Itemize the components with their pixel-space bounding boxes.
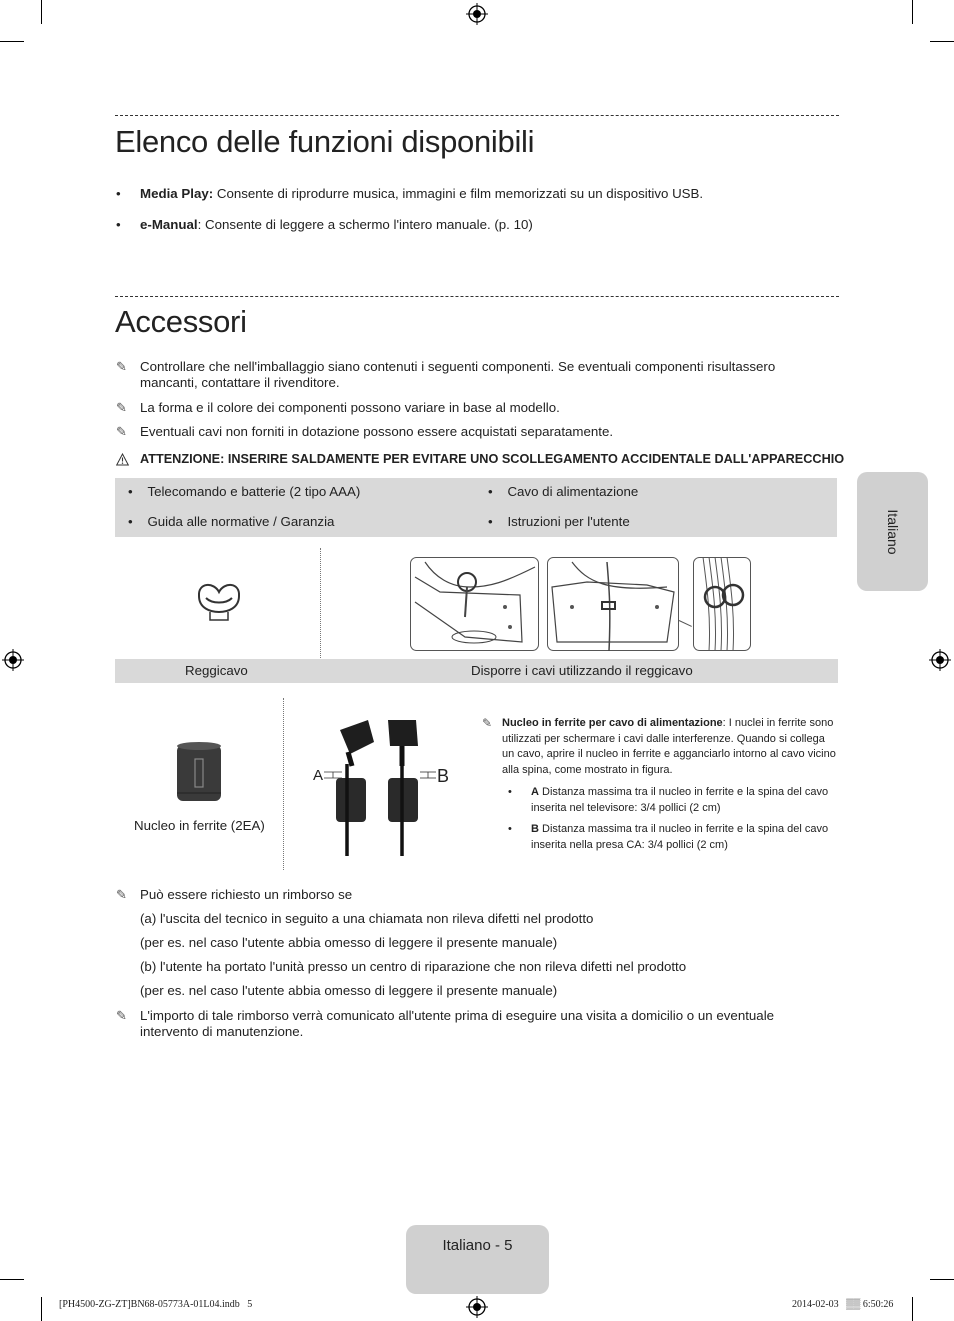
registration-mark-icon xyxy=(466,3,488,25)
pencil-note-icon: ✎ xyxy=(116,424,127,439)
pencil-note-icon: ✎ xyxy=(482,716,493,730)
pencil-note-icon: ✎ xyxy=(116,887,127,902)
footer-timestamp: 2014-02-03 ▒▒ 6:50:26 xyxy=(792,1299,894,1310)
bullet-dot: • xyxy=(128,484,133,499)
pencil-note-icon: ✎ xyxy=(116,1008,127,1023)
label-a: A xyxy=(313,767,324,784)
accessory-item xyxy=(128,484,360,499)
side-tab-label: Italiano xyxy=(884,508,901,555)
accessory-item xyxy=(488,514,630,529)
ferrite-core-image xyxy=(175,741,223,805)
refund-title: Può essere richiesto un rimborso se xyxy=(140,887,353,902)
crop-mark xyxy=(0,1279,24,1280)
accessory-item xyxy=(128,514,334,529)
ferrite-note-text: : I nuclei in ferrite sono utilizzati per schermare i cavi dalle interferenze. Quando si collega un cavo, aprire il nucleo in ferrite e agganciarlo intorno al cavo vicino alla spina, come mostrato in figura. xyxy=(502,717,836,776)
bullet-dot: • xyxy=(508,786,512,798)
crop-mark xyxy=(41,1297,42,1321)
ferrite-a-text: Distanza massima tra il nucleo in ferrite e la spina del cavo inserita nel televisore: 3/4 pollici (2 cm) xyxy=(531,786,829,814)
column-divider xyxy=(283,698,284,870)
ferrite-note-title: Nucleo in ferrite per cavo di alimentazione xyxy=(502,717,723,729)
cable-holder-image xyxy=(194,580,244,626)
note-text: Eventuali cavi non forniti in dotazione possono essere acquistati separatamente. xyxy=(140,424,614,439)
holder-caption: Reggicavo xyxy=(185,663,248,678)
page-number-box xyxy=(406,1225,549,1294)
ferrite-sub-a xyxy=(508,785,838,816)
feature-label: Media Play: xyxy=(140,186,214,201)
feature-text: : Consente di leggere a schermo l'intero manuale. (p. 10) xyxy=(197,217,533,232)
accessory-label: Guida alle normative / Garanzia xyxy=(147,514,335,529)
warning-text: ATTENZIONE: INSERIRE SALDAMENTE PER EVITARE UNO SCOLLEGAMENTO ACCIDENTALE DALL'APPARECCHIO xyxy=(140,452,845,466)
accessory-label: Istruzioni per l'utente xyxy=(507,514,630,529)
feature-label: e-Manual xyxy=(140,217,198,232)
note-text: La forma e il colore dei componenti possono variare in base al modello. xyxy=(140,400,560,415)
crop-mark xyxy=(930,41,954,42)
ferrite-b-label: B xyxy=(531,823,539,835)
column-divider xyxy=(320,548,321,658)
ferrite-caption: Nucleo in ferrite (2EA) xyxy=(134,818,265,833)
footer-file: [PH4500-ZG-ZT]BN68-05773A-01L04.indb 5 xyxy=(59,1299,253,1310)
note-text: Controllare che nell'imballaggio siano contenuti i seguenti componenti. Se eventuali componenti risultassero mancanti, contattare il rivenditore. xyxy=(140,359,776,390)
crop-mark xyxy=(930,1279,954,1280)
crop-mark xyxy=(912,1297,913,1321)
bullet-dot: • xyxy=(116,186,121,201)
bullet-dot: • xyxy=(128,514,133,529)
bullet-dot: • xyxy=(116,217,121,232)
ferrite-a-label: A xyxy=(531,786,539,798)
pencil-note-icon: ✎ xyxy=(116,359,127,374)
accessory-label: Cavo di alimentazione xyxy=(507,484,639,499)
refund-line: (b) l'utente ha portato l'unità presso un centro di riparazione che non rileva difetti nel prodotto xyxy=(140,959,687,974)
bullet-dot: • xyxy=(488,484,493,499)
accessory-label: Telecomando e batterie (2 tipo AAA) xyxy=(147,484,361,499)
warning-triangle-icon xyxy=(116,453,129,466)
refund-line: (per es. nel caso l'utente abbia omesso di leggere il presente manuale) xyxy=(140,983,558,998)
ferrite-b-text: Distanza massima tra il nucleo in ferrite e la spina del cavo inserita nella presa CA: 3/4 pollici (2 cm) xyxy=(531,823,829,851)
accessories-title: Accessori xyxy=(115,304,247,339)
page-number: Italiano - 5 xyxy=(442,1237,513,1254)
features-title: Elenco delle funzioni disponibili xyxy=(115,124,535,159)
bullet-dot: • xyxy=(508,823,512,835)
crop-mark xyxy=(41,0,42,24)
ferrite-note xyxy=(482,716,838,778)
label-b: B xyxy=(437,766,450,786)
arrange-caption: Disporre i cavi utilizzando il reggicavo xyxy=(471,663,693,678)
arrange-cables-image-3 xyxy=(693,557,751,651)
bullet-dot: • xyxy=(488,514,493,529)
arrange-cables-image-2 xyxy=(547,557,679,651)
crop-mark xyxy=(912,0,913,24)
ferrite-sub-b xyxy=(508,822,838,853)
refund-line: (a) l'uscita del tecnico in seguito a una chiamata non rileva difetti nel prodotto xyxy=(140,911,594,926)
section-divider xyxy=(115,115,839,116)
feature-text: Consente di riprodurre musica, immagini e film memorizzati su un dispositivo USB. xyxy=(213,186,704,201)
language-side-tab xyxy=(857,472,928,591)
pencil-note-icon: ✎ xyxy=(116,400,127,415)
registration-mark-icon xyxy=(466,1296,488,1318)
callout-line xyxy=(679,620,692,627)
section-divider xyxy=(115,296,839,297)
registration-mark-icon xyxy=(929,649,951,671)
ferrite-cable-diagram xyxy=(310,716,455,856)
arrange-cables-image-1 xyxy=(410,557,539,651)
crop-mark xyxy=(0,41,24,42)
refund-final: L'importo di tale rimborso verrà comunicato all'utente prima di eseguire una visita a domicilio o un eventuale intervento di manutenzione. xyxy=(140,1008,775,1039)
accessory-item xyxy=(488,484,638,499)
refund-line: (per es. nel caso l'utente abbia omesso di leggere il presente manuale) xyxy=(140,935,558,950)
registration-mark-icon xyxy=(2,649,24,671)
